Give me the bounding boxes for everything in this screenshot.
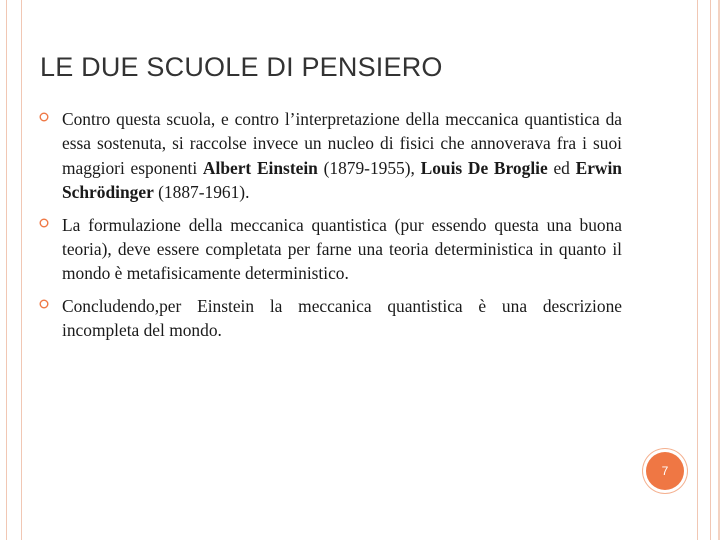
- bold-name: Louis De Broglie: [420, 157, 548, 178]
- text-run: (1887-1961).: [153, 182, 250, 203]
- bullet-item: [38, 213, 622, 286]
- slide-title: LE DUE SCUOLE DI PENSIERO: [40, 52, 443, 82]
- circle-outline-icon: [39, 218, 49, 228]
- text-run: Contro questa scuola, e contro l’interpretazione della meccanica quantistica da essa sostenuta, si raccolse invece un nucleo di fisici che annoverava fra i suoi maggiori esponenti: [62, 109, 622, 178]
- bullet-text: [62, 213, 622, 286]
- bullet-text: [62, 107, 622, 205]
- text-run: ed: [547, 157, 576, 178]
- bullet-item: [38, 294, 622, 343]
- page-number-badge: [646, 452, 684, 490]
- bullet-item: [38, 107, 622, 205]
- text-run: La formulazione della meccanica quantistica (pur essendo questa una buona teoria), deve essere completata per farne una teoria deterministica in quanto il mondo è metafisicamente deterministico.: [62, 214, 622, 284]
- bullet-list: [38, 107, 622, 351]
- text-run: Concludendo,per Einstein la meccanica quantistica è una descrizione incompleta del mondo.: [62, 295, 622, 341]
- bold-name: Albert Einstein: [202, 157, 318, 178]
- page-number: 7: [661, 464, 669, 478]
- bullet-text: [62, 294, 622, 343]
- right-border-decoration: [697, 0, 711, 540]
- left-border-decoration: [6, 0, 22, 540]
- circle-outline-icon: [39, 112, 49, 122]
- circle-outline-icon: [39, 299, 49, 309]
- bold-name: Erwin Schrödinger: [62, 157, 622, 203]
- text-run: (1879-1955),: [317, 157, 421, 178]
